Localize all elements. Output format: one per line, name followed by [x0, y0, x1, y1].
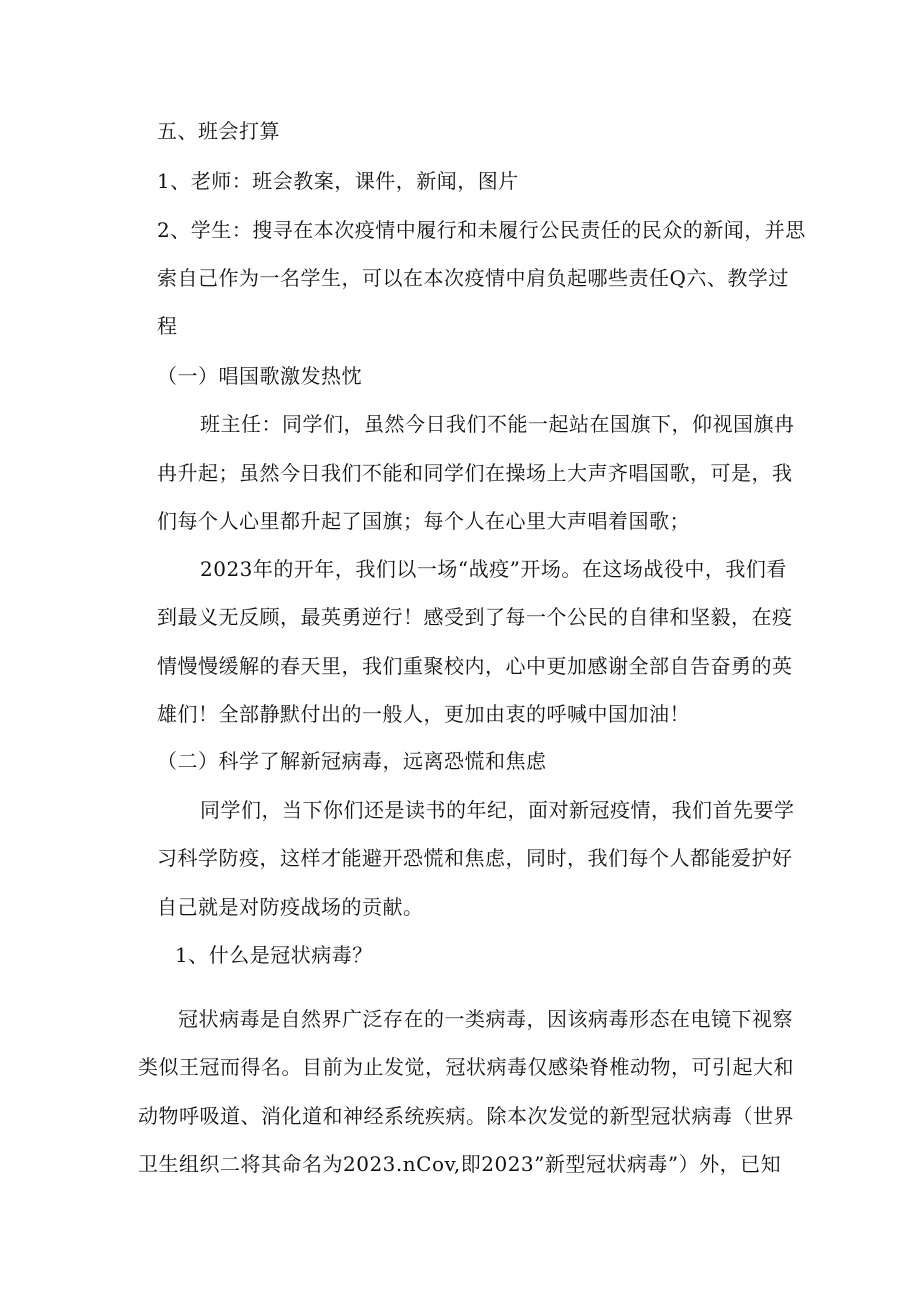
list-item-student-line-1: 2、学生：搜寻在本次疫情中履行和未履行公民责任的民众的新闻，并思: [157, 218, 806, 242]
paragraph-science-line-3: 自己就是对防疫战场的贡献。: [157, 895, 424, 919]
paragraph-anthem-line-1: 班主任：同学们，虽然今日我们不能一起站在国旗下，仰视国旗冉: [200, 412, 795, 436]
paragraph-battle-line-4: 雄们！全部静默付出的一般人，更加由衷的呼喊中国加油！: [157, 702, 690, 726]
paragraph-science-line-2: 习科学防疫，这样才能避开恐慌和焦虑，同时，我们每个人都能爱护好: [157, 846, 793, 870]
list-item-teacher: 1、老师：班会教案，课件，新闻，图片: [157, 169, 519, 193]
question-heading-coronavirus: 1、什么是冠状病毒？: [175, 943, 373, 967]
paragraph-battle-line-3: 情慢慢缓解的春天里，我们重聚校内，心中更加感谢全部自告奋勇的英: [157, 654, 793, 678]
paragraph-battle-line-2: 到最义无反顾，最英勇逆行！感受到了每一个公民的自律和坚毅，在疫: [157, 605, 793, 629]
paragraph-battle-line-1: 2023年的开年，我们以一场“战疫”开场。在这场战役中，我们看: [200, 557, 787, 581]
list-item-student-line-3: 程: [157, 314, 178, 338]
paragraph-anthem-line-3: 们每个人心里都升起了国旗；每个人在心里大声唱着国歌；: [157, 509, 690, 533]
section-heading-plan: 五、班会打算: [157, 119, 280, 143]
paragraph-coronavirus-line-2: 类似王冠而得名。目前为止发觉，冠状病毒仅感染脊椎动物，可引起大和: [138, 1055, 794, 1079]
subheading-science: （二）科学了解新冠病毒，远离恐慌和焦虑: [157, 749, 547, 773]
list-item-student-line-2: 索自己作为一名学生，可以在本次疫情中肩负起哪些责任Q六、教学过: [157, 266, 789, 290]
paragraph-science-line-1: 同学们，当下你们还是读书的年纪，面对新冠疫情，我们首先要学: [200, 798, 795, 822]
paragraph-coronavirus-line-4: 卫生组织二将其命名为2023.nCov,即2023”新型冠状病毒”）外，已知: [138, 1152, 782, 1176]
subheading-anthem: （一）唱国歌激发热忱: [157, 364, 362, 388]
paragraph-coronavirus-line-3: 动物呼吸道、消化道和神经系统疾病。除本次发觉的新型冠状病毒（世界: [138, 1104, 794, 1128]
paragraph-coronavirus-line-1: 冠状病毒是自然界广泛存在的一类病毒，因该病毒形态在电镜下视察: [178, 1007, 793, 1031]
paragraph-anthem-line-2: 冉升起；虽然今日我们不能和同学们在操场上大声齐唱国歌，可是，我: [157, 461, 793, 485]
